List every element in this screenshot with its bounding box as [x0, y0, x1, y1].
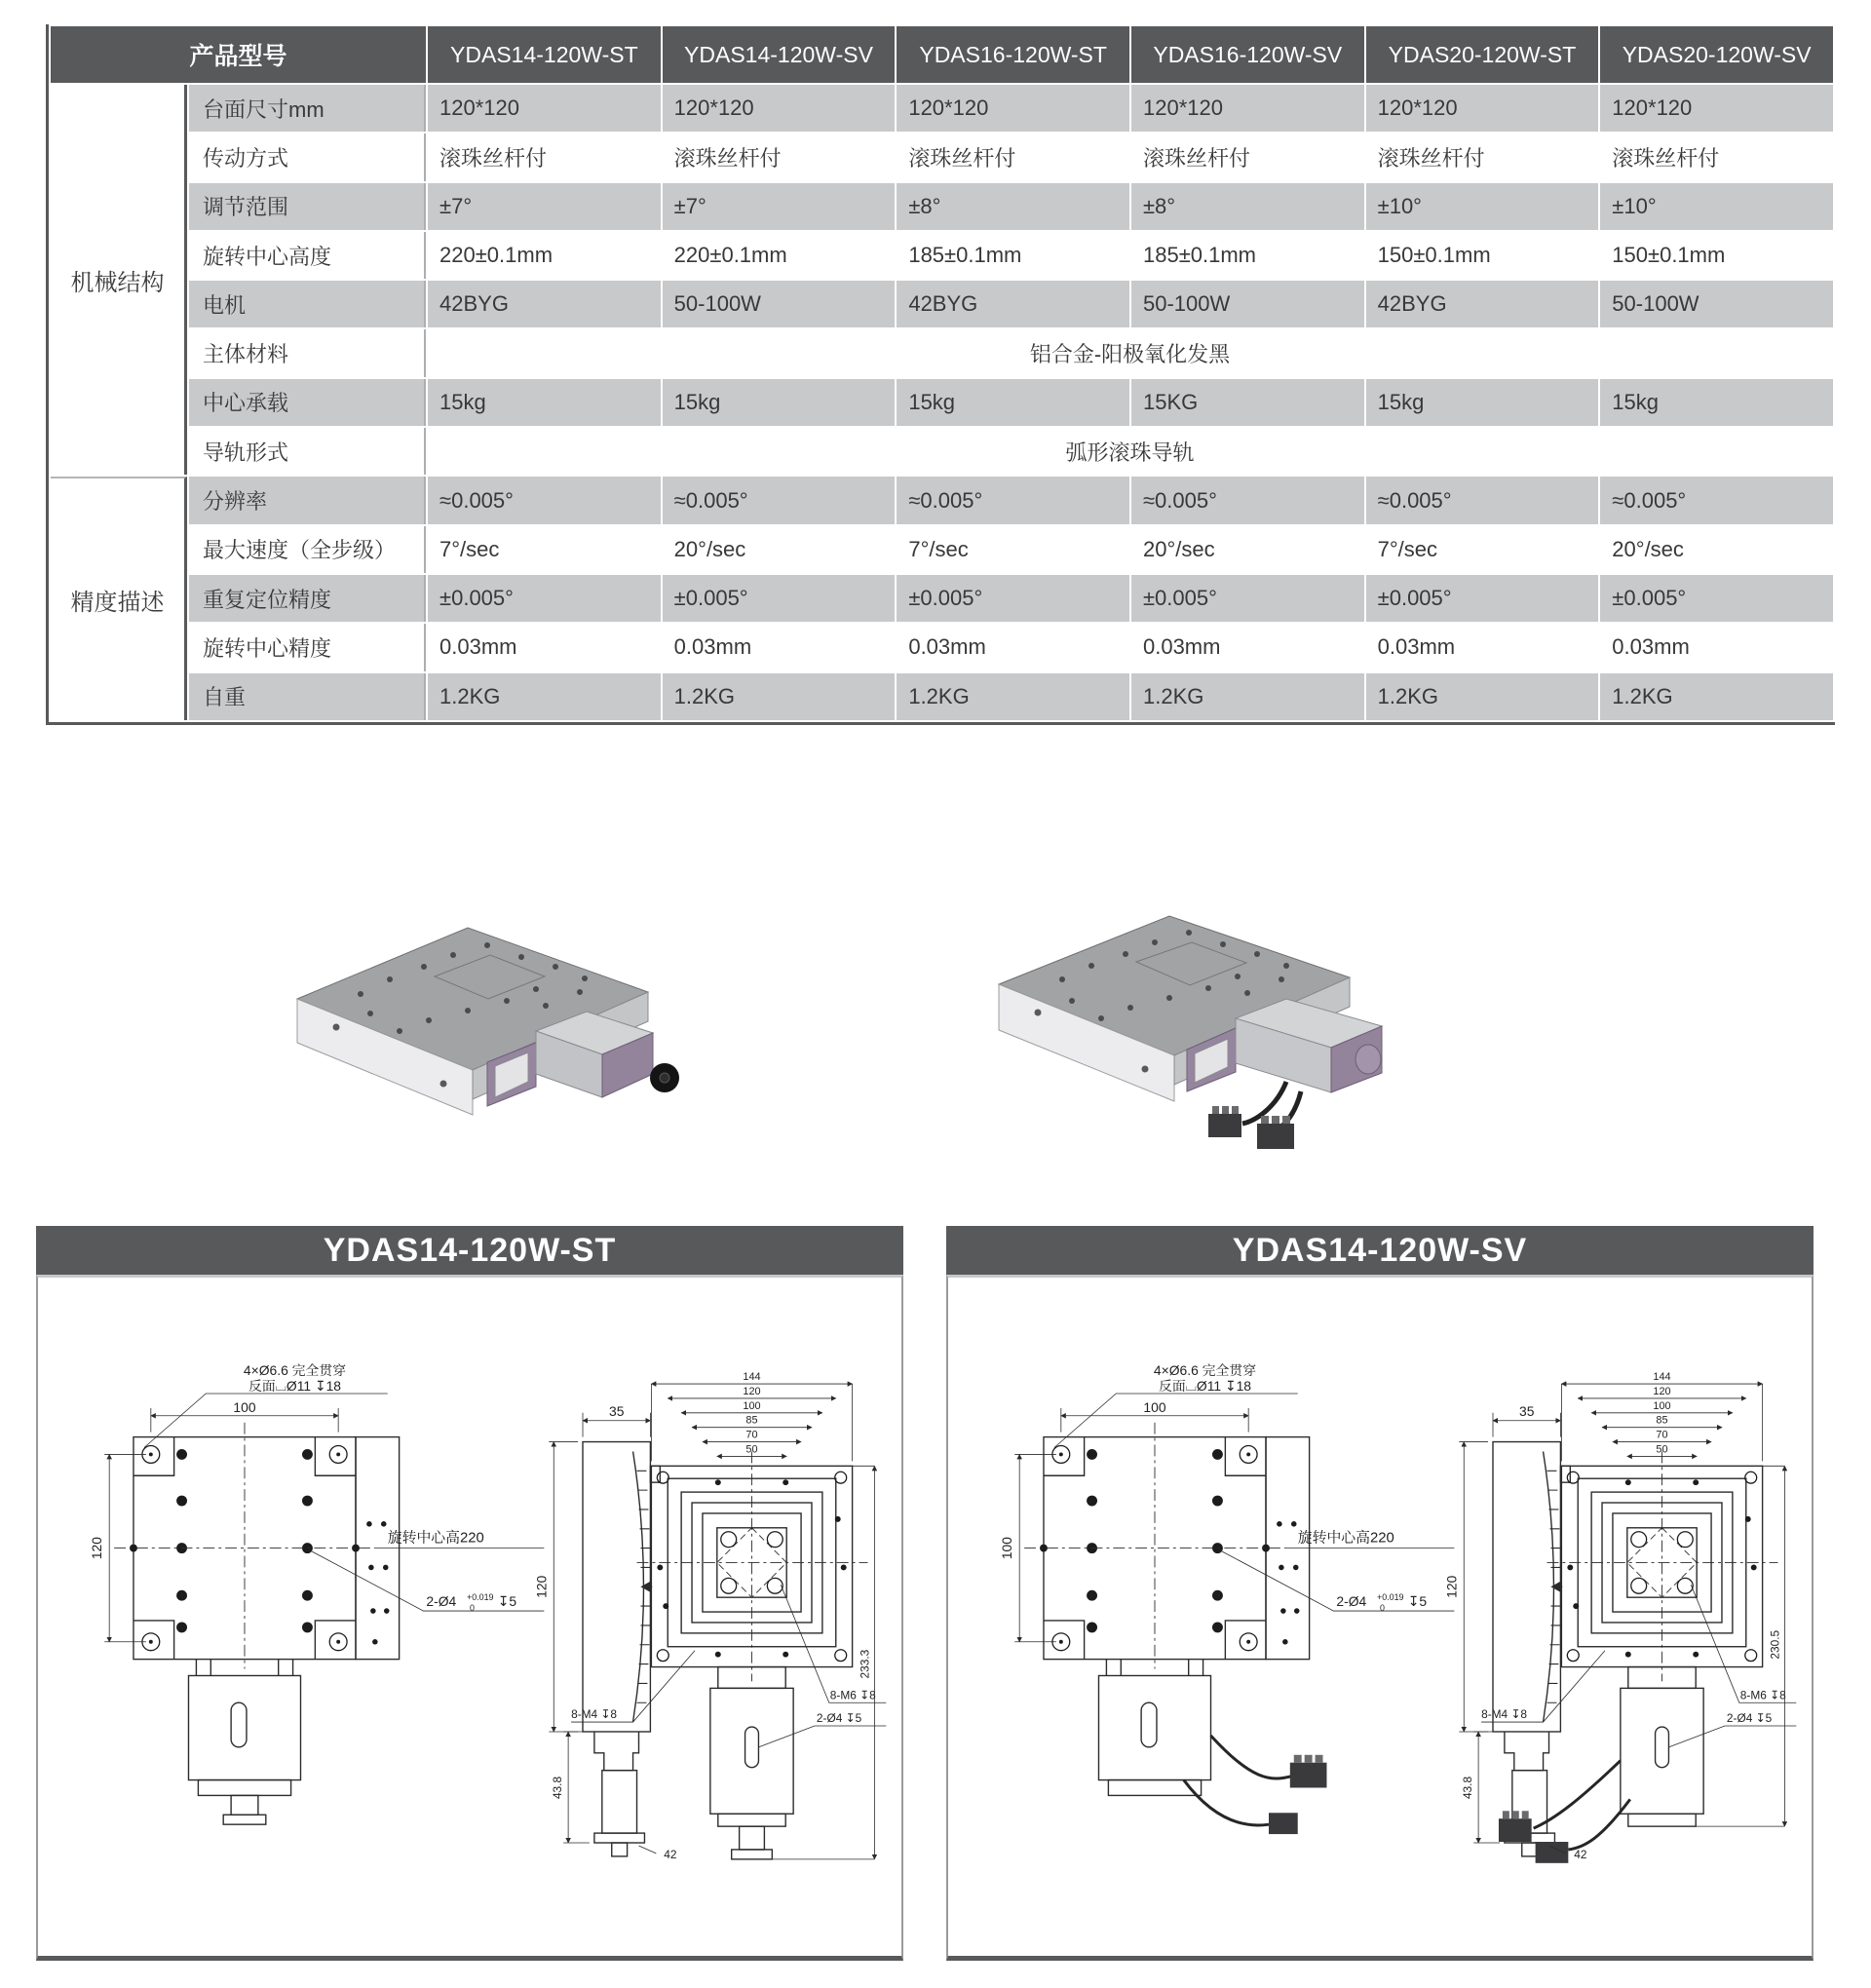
spec-value-cell: ±0.005° [1131, 575, 1364, 622]
spec-value-cell: ±7° [428, 183, 661, 230]
pin-note: 2-Ø4 [426, 1593, 457, 1610]
spec-span-value: 铝合金-阳极氧化发黑 [428, 329, 1833, 376]
rear-tap-note-left: 8-M4 ↧8 [1481, 1707, 1528, 1722]
spec-value-cell: 220±0.1mm [663, 232, 896, 279]
spec-row-label: 旋转中心精度 [189, 624, 426, 670]
front-dim-width: 100 [233, 1398, 256, 1415]
spec-value-cell: 120*120 [1131, 85, 1364, 132]
spec-value-cell: 滚珠丝杆付 [1600, 134, 1833, 180]
spec-value-cell: 0.03mm [1366, 624, 1599, 670]
spec-value-cell: 20°/sec [663, 526, 896, 573]
spec-value-cell: 滚珠丝杆付 [428, 134, 661, 180]
side-dim-width: 35 [608, 1402, 625, 1419]
side-dim-lower: 43.8 [551, 1776, 565, 1800]
spec-value-cell: 220±0.1mm [428, 232, 661, 279]
table-row [51, 575, 1833, 622]
spec-value-cell: 0.03mm [663, 624, 896, 670]
table-row [51, 526, 1833, 573]
table-row [51, 428, 1833, 475]
spec-value-cell: ±10° [1600, 183, 1833, 230]
row-group-precision: 精度描述 [51, 477, 187, 720]
spec-value-cell: 42BYG [1366, 281, 1599, 327]
spec-value-cell: 15kg [1600, 379, 1833, 426]
pin-tol-upper: +0.019 [1377, 1592, 1404, 1603]
front-dim-height: 100 [999, 1537, 1015, 1560]
spec-value-cell: ≈0.005° [1600, 477, 1833, 523]
spec-value-cell: 120*120 [897, 85, 1129, 132]
header-model-2: YDAS14-120W-SV [663, 26, 896, 83]
table-row [51, 183, 1833, 230]
spec-row-label: 传动方式 [189, 134, 426, 180]
spec-value-cell: 50-100W [663, 281, 896, 327]
spec-value-cell: 1.2KG [1131, 673, 1364, 720]
spec-value-cell: 7°/sec [428, 526, 661, 573]
spec-value-cell: 15kg [897, 379, 1129, 426]
spec-value-cell: 120*120 [1366, 85, 1599, 132]
spec-row-label: 自重 [189, 673, 426, 720]
spec-value-cell: 0.03mm [428, 624, 661, 670]
front-hole-note-line2: 反面⌴Ø11 ↧18 [248, 1378, 342, 1394]
header-model-5: YDAS20-120W-ST [1366, 26, 1599, 83]
technical-drawing-sv [948, 1278, 1812, 1956]
spec-table [46, 24, 1835, 725]
spec-value-cell: 50-100W [1131, 281, 1364, 327]
row-group-mechanical: 机械结构 [51, 85, 187, 475]
spec-span-value: 弧形滚珠导轨 [428, 428, 1833, 475]
spec-row-label: 最大速度（全步级） [189, 526, 426, 573]
product-render-stepper-stage [244, 906, 702, 1135]
spec-value-cell: ≈0.005° [1366, 477, 1599, 523]
rear-ladder-dim: 120 [743, 1385, 761, 1397]
rear-ladder-dim: 85 [745, 1414, 758, 1427]
spec-value-cell: 1.2KG [663, 673, 896, 720]
spec-row-label: 台面尺寸mm [189, 85, 426, 132]
header-model-4: YDAS16-120W-SV [1131, 26, 1364, 83]
spec-value-cell: ±0.005° [1600, 575, 1833, 622]
spec-row-label: 中心承载 [189, 379, 426, 426]
header-product-model: 产品型号 [51, 26, 426, 83]
spec-value-cell: ≈0.005° [1131, 477, 1364, 523]
front-hole-note-line1: 4×Ø6.6 完全贯穿 [1153, 1362, 1257, 1379]
spec-value-cell: 50-100W [1600, 281, 1833, 327]
spec-row-label: 电机 [189, 281, 426, 327]
spec-value-cell: 0.03mm [1600, 624, 1833, 670]
side-dim-lower: 43.8 [1461, 1776, 1475, 1800]
drawing-panel-sv [946, 1226, 1814, 1961]
rear-ladder-dim: 100 [743, 1399, 761, 1412]
pin-tol-upper: +0.019 [467, 1592, 494, 1603]
spec-value-cell: 20°/sec [1131, 526, 1364, 573]
rear-dim-total-height: 233.3 [858, 1649, 872, 1679]
spec-value-cell: 120*120 [428, 85, 661, 132]
spec-value-cell: ±0.005° [1366, 575, 1599, 622]
spec-value-cell: 15kg [1366, 379, 1599, 426]
rear-tap-note-right: 8-M6 ↧8 [1739, 1688, 1786, 1702]
rear-tap-note-left: 8-M4 ↧8 [571, 1707, 618, 1722]
spec-value-cell: 120*120 [1600, 85, 1833, 132]
spec-value-cell: 1.2KG [428, 673, 661, 720]
front-hole-note-line2: 反面⌴Ø11 ↧18 [1159, 1378, 1252, 1394]
spec-value-cell: 150±0.1mm [1366, 232, 1599, 279]
table-row [51, 329, 1833, 376]
front-dim-height: 120 [89, 1537, 105, 1560]
spec-value-cell: ±7° [663, 183, 896, 230]
table-row [51, 673, 1833, 720]
spec-value-cell: ±0.005° [897, 575, 1129, 622]
rear-ladder-dim: 50 [745, 1443, 758, 1456]
center-height-label: 旋转中心高220 [1297, 1530, 1394, 1547]
spec-value-cell: 15kg [428, 379, 661, 426]
rear-ladder-dim: 70 [1656, 1429, 1668, 1441]
rear-pin-note: 2-Ø4 ↧5 [816, 1711, 862, 1726]
side-dim-motor: 42 [664, 1847, 677, 1861]
spec-value-cell: 1.2KG [1366, 673, 1599, 720]
pin-depth: ↧5 [1407, 1593, 1428, 1610]
spec-value-cell: ±0.005° [428, 575, 661, 622]
spec-row-label: 导轨形式 [189, 428, 426, 475]
front-dim-width: 100 [1143, 1398, 1166, 1415]
spec-value-cell: ≈0.005° [428, 477, 661, 523]
header-model-6: YDAS20-120W-SV [1600, 26, 1833, 83]
center-height-label: 旋转中心高220 [387, 1530, 484, 1547]
side-dim-height: 120 [1443, 1575, 1460, 1598]
spec-row-label: 分辨率 [189, 477, 426, 523]
spec-value-cell: 1.2KG [897, 673, 1129, 720]
rear-tap-note-right: 8-M6 ↧8 [829, 1688, 876, 1702]
spec-value-cell: 20°/sec [1600, 526, 1833, 573]
spec-row-label: 重复定位精度 [189, 575, 426, 622]
spec-value-cell: ≈0.005° [663, 477, 896, 523]
rear-ladder-dim: 100 [1653, 1399, 1671, 1412]
spec-value-cell: 185±0.1mm [897, 232, 1129, 279]
table-row [51, 85, 1833, 132]
rear-pin-note: 2-Ø4 ↧5 [1726, 1711, 1773, 1726]
spec-value-cell: 滚珠丝杆付 [1366, 134, 1599, 180]
rear-ladder-dim: 144 [1653, 1371, 1671, 1384]
spec-value-cell: 15KG [1131, 379, 1364, 426]
table-row [51, 477, 1833, 523]
pin-note: 2-Ø4 [1336, 1593, 1367, 1610]
spec-value-cell: 150±0.1mm [1600, 232, 1833, 279]
spec-row-label: 调节范围 [189, 183, 426, 230]
table-row [51, 379, 1833, 426]
spec-value-cell: 滚珠丝杆付 [1131, 134, 1364, 180]
spec-header-row [51, 26, 1833, 83]
table-row [51, 134, 1833, 180]
table-row [51, 624, 1833, 670]
side-dim-width: 35 [1518, 1402, 1535, 1419]
spec-value-cell: 7°/sec [897, 526, 1129, 573]
rear-ladder-dim: 85 [1656, 1414, 1668, 1427]
rear-ladder-dim: 50 [1656, 1443, 1668, 1456]
spec-value-cell: 0.03mm [897, 624, 1129, 670]
rear-ladder-dim: 70 [745, 1429, 758, 1441]
drawing-panel-body [946, 1275, 1814, 1961]
spec-value-cell: 120*120 [663, 85, 896, 132]
spec-value-cell: ±10° [1366, 183, 1599, 230]
drawing-panel-body [36, 1275, 903, 1961]
spec-value-cell: 42BYG [428, 281, 661, 327]
rear-ladder-dim: 120 [1653, 1385, 1671, 1397]
spec-value-cell: 185±0.1mm [1131, 232, 1364, 279]
product-render-servo-stage [965, 901, 1432, 1155]
spec-value-cell: 0.03mm [1131, 624, 1364, 670]
drawing-panel-title: YDAS14-120W-ST [36, 1226, 903, 1275]
spec-value-cell: ±0.005° [663, 575, 896, 622]
side-dim-motor: 42 [1574, 1847, 1587, 1861]
front-hole-note-line1: 4×Ø6.6 完全贯穿 [243, 1362, 347, 1379]
pin-tol-lower: 0 [1380, 1603, 1385, 1614]
side-dim-height: 120 [533, 1575, 550, 1598]
spec-value-cell: 42BYG [897, 281, 1129, 327]
drawing-panel-title: YDAS14-120W-SV [946, 1226, 1814, 1275]
table-row [51, 281, 1833, 327]
technical-drawing-st [38, 1278, 901, 1956]
table-row [51, 232, 1833, 279]
spec-value-cell: 15kg [663, 379, 896, 426]
spec-value-cell: 滚珠丝杆付 [897, 134, 1129, 180]
spec-value-cell: 1.2KG [1600, 673, 1833, 720]
drawing-panel-st [36, 1226, 903, 1961]
spec-row-label: 主体材料 [189, 329, 426, 376]
rear-dim-total-height: 230.5 [1768, 1629, 1782, 1660]
pin-tol-lower: 0 [470, 1603, 475, 1614]
header-model-1: YDAS14-120W-ST [428, 26, 661, 83]
spec-value-cell: ≈0.005° [897, 477, 1129, 523]
pin-depth: ↧5 [497, 1593, 517, 1610]
header-model-3: YDAS16-120W-ST [897, 26, 1129, 83]
spec-value-cell: ±8° [1131, 183, 1364, 230]
rear-ladder-dim: 144 [743, 1371, 761, 1384]
spec-value-cell: 滚珠丝杆付 [663, 134, 896, 180]
spec-value-cell: ±8° [897, 183, 1129, 230]
spec-value-cell: 7°/sec [1366, 526, 1599, 573]
spec-row-label: 旋转中心高度 [189, 232, 426, 279]
